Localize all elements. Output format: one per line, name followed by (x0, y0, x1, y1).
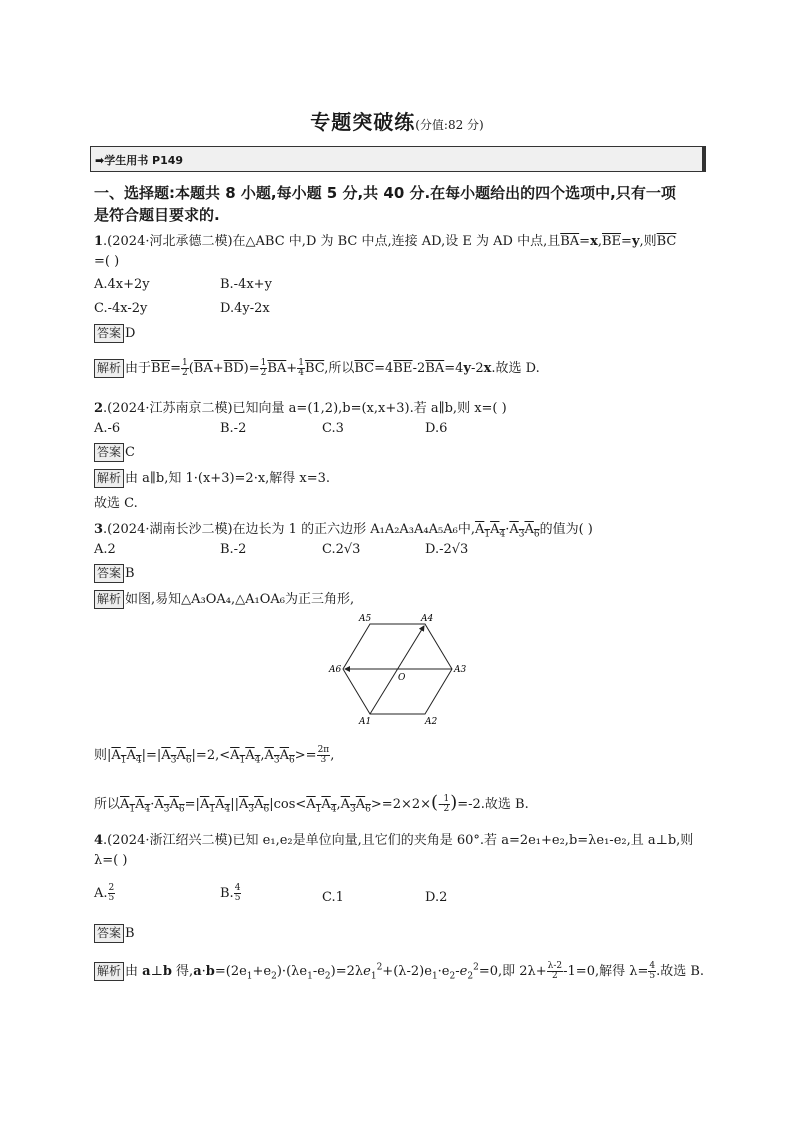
label-a3: A3 (454, 665, 467, 675)
q3-option-c: C.2√3 (322, 542, 361, 557)
q1-stem-end: =( ) (94, 254, 120, 269)
q2-stem: 2.(2024·江苏南京二模)已知向量 a=(1,2),b=(x,x+3).若 a∥b,则 x=( ) (94, 401, 507, 416)
q1-option-d: D.4y-2x (220, 301, 270, 316)
q2-answer: 答案 C (94, 443, 135, 462)
q2-option-c: C.3 (322, 421, 344, 436)
q4-option-b: B. $\frac{4}{5}$ (220, 883, 241, 903)
q4-answer: 答案 B (94, 924, 135, 943)
label-o: O (398, 673, 406, 683)
q3-stem: 3.(2024·湖南长沙二模)在边长为 1 的正六边形 A₁A₂A₃A₄A₅A₆中$,A_1A_4\cdot A_3A_6$的值为( ) (94, 522, 593, 540)
q3-option-b: B.-2 (220, 542, 247, 557)
page-title (0, 106, 794, 135)
q3-option-a: A.2 (94, 542, 116, 557)
section-heading: 一、选择题:本题共 8 小题,每小题 5 分,共 40 分.在每小题给出的四个选项中,只有一项 (94, 184, 676, 202)
q2-analysis: 解析 由 a∥b,知 1·(x+3)=2·x,解得 x=3. (94, 467, 330, 488)
q2-option-a: A.-6 (94, 421, 121, 436)
hexagon-figure (325, 608, 475, 728)
q1-stem: 1.(2024·河北承德二模)在△ABC 中,D 为 BC 中点,连接 AD,设 E 为 AD 中点,且$\overline{BA}=x,\overline{BE}=y$,则$\overline{BC}$ (94, 234, 677, 249)
analysis-tag: 解析 (94, 359, 124, 378)
title-text: 专题突破练 (310, 110, 416, 134)
q1-option-a: A.4x+2y (94, 277, 150, 292)
q1-analysis: 解析 由于$\overline{BE}=$ $\frac{1}{2}$ $(\overline{BA}+\overline{BD})=$ $\frac{1}{2}$ $\overline{BA}+$ $\frac{1}{4}$ $\overline{BC}$,所以$\overline{BC}=4\overline{BE}-2\overline{BA}=4y-2x$.故选 D. (94, 357, 540, 378)
q1-answer: 答案 D (94, 324, 135, 343)
bar-edge (702, 147, 705, 171)
q4-analysis: 解析 由 a⊥b 得$,a\cdot b=(2e_1+e_2)\cdot(\lambda e_1-e_2)=2\lambda e_1^2+(\lambda-2)e_1\cdot e_2-e_2^2=0$,即 2λ+ $\frac{\lambda-2}{2}$ -1=0,解得 λ= $\frac{4}{5}$ .故选 B. (94, 960, 704, 982)
student-book-label: ➡学生用书 P149 (95, 154, 184, 167)
answer-tag: 答案 (94, 324, 124, 343)
q3-answer: 答案 B (94, 564, 135, 583)
q1-option-b: B.-4x+y (220, 277, 272, 292)
vector-a1a4 (370, 626, 424, 714)
label-a4: A4 (421, 614, 434, 624)
q4-option-a: A. $\frac{2}{5}$ (94, 883, 115, 903)
q2-option-d: D.6 (425, 421, 448, 436)
label-a5: A5 (359, 614, 372, 624)
section-heading-line2: 是符合题目要求的. (94, 206, 220, 224)
q3-analysis: 解析 如图,易知△A₃OA₄,△A₁OA₆为正三角形, (94, 588, 354, 609)
label-a2: A2 (425, 717, 438, 727)
label-a1: A1 (359, 717, 372, 727)
q4-option-d: D.2 (425, 890, 448, 905)
score-note: (分值:82 分) (415, 118, 484, 132)
label-a6: A6 (329, 665, 342, 675)
q3-analysis-step2: 则$|A_1A_4|=|A_3A_6|=2,<A_1A_4,A_3A_6>=$ $\frac{2\pi}{3}$ , (94, 745, 335, 766)
q2-option-b: B.-2 (220, 421, 247, 436)
student-book-bar (90, 146, 706, 172)
q4-stem: 4.(2024·浙江绍兴二模)已知 e₁,e₂是单位向量,且它们的夹角是 60°.若 a=2e₁+e₂,b=λe₁-e₂,且 a⊥b,则 (94, 833, 694, 848)
q4-option-c: C.1 (322, 890, 344, 905)
q2-analysis-conclusion: 故选 C. (94, 496, 138, 511)
q1-option-c: C.-4x-2y (94, 301, 148, 316)
q3-option-d: D.-2√3 (425, 542, 469, 557)
q3-analysis-step3: 所以$A_1A_4\cdot A_3A_6=|A_1A_4||A_3A_6|\cos<A_1A_4,A_3A_6>=2\times 2\times(-$ $\frac{1}{2}$ )=-2.故选 B. (94, 792, 529, 815)
q4-stem-end: λ=( ) (94, 853, 128, 868)
